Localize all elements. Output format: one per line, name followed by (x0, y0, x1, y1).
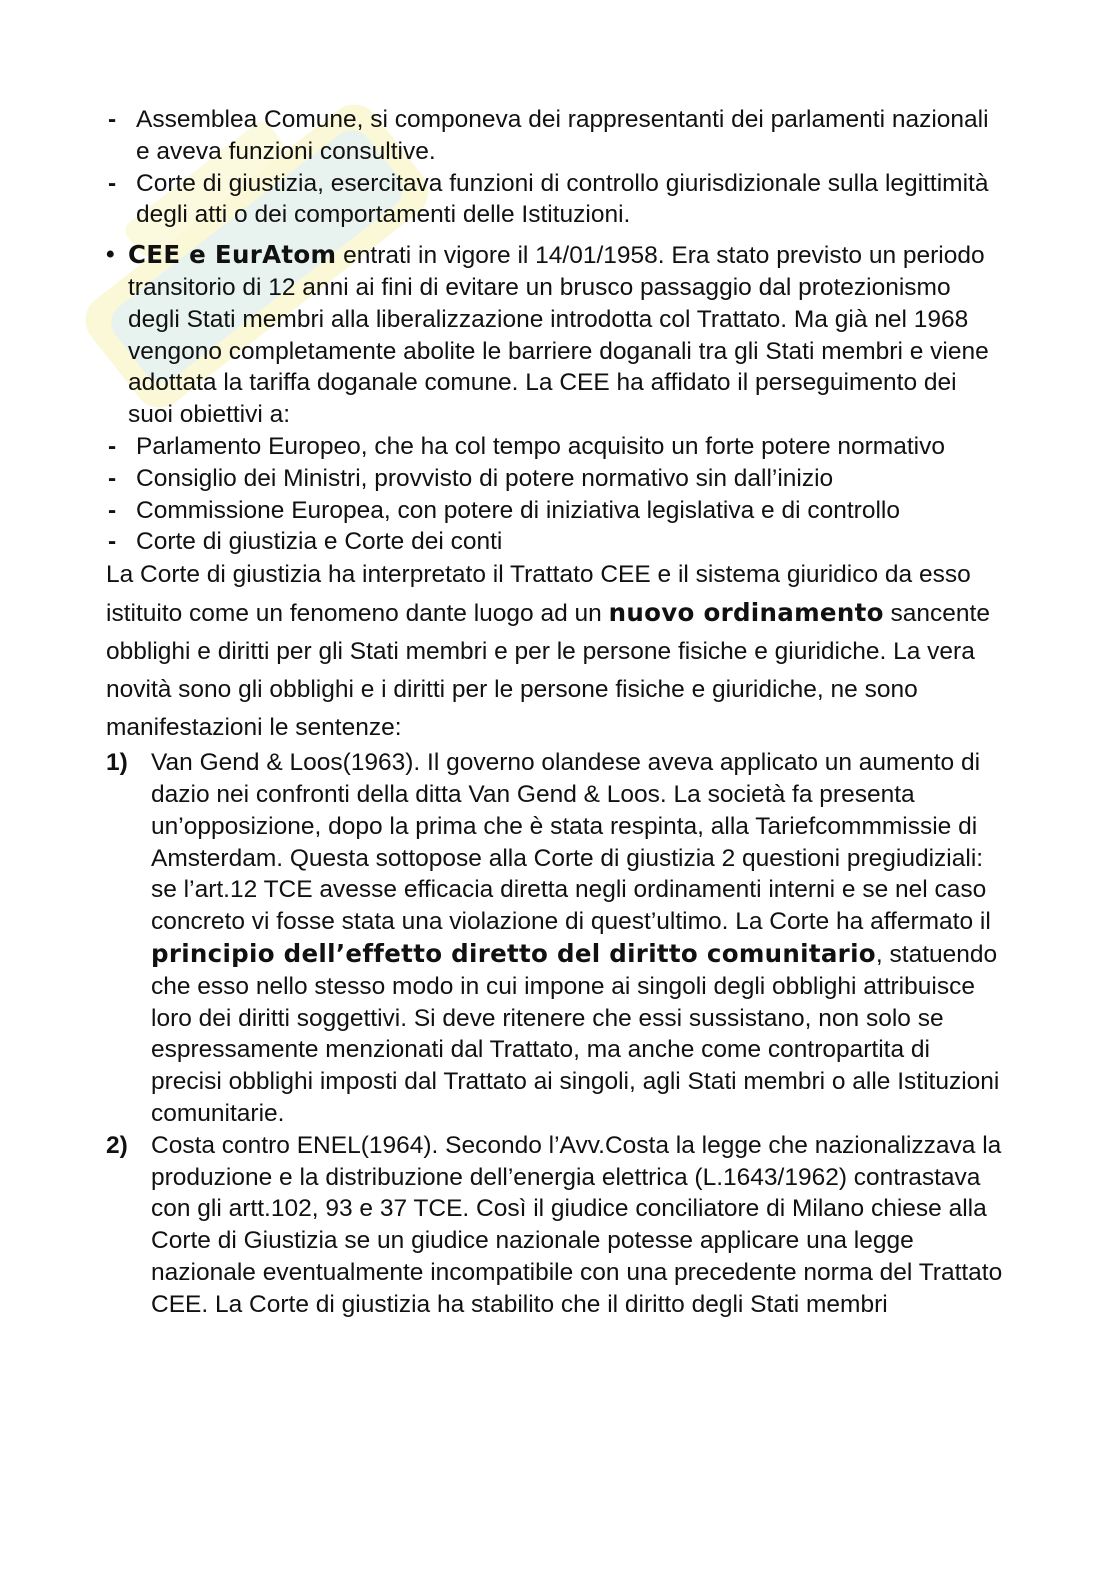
item-text: Costa contro ENEL(1964). Secondo l’Avv.Costa la legge che nazionalizzava la produzione e la distribuzione dell’energia elettrica (L.1643/1962) contrastava con gli artt.102, 93 e 37 TCE. Così il giudice conciliatore di Milano chiese alla Corte di Giustizia se un giudice nazionale potesse applicare una legge nazionale eventualmente incompatibile con una precedente norma del Trattato CEE. La Corte di giustizia ha stabilito che il diritto degli Stati membri (151, 1131, 1003, 1318)
bold-term: CEE e EurAtom (128, 240, 337, 270)
body-paragraph (106, 556, 1006, 747)
item-number: 2) (106, 1131, 128, 1159)
bold-term: principio dell’effetto diretto del diritto comunitario (151, 938, 876, 968)
list-item: - Parlamento Europeo, che ha col tempo acquisito un forte potere normativo (106, 431, 1006, 463)
item-text-after: , statuendo che esso nello stesso modo in cui impone ai singoli degli obblighi attribuisce loro dei diritti soggettivi. Si deve ritenere che essi sussistano, non solo se espressamente menzionati dal Trattato, ma anche come contropartita di precisi obblighi imposti dal Trattato ai singoli, agli Stati membri o alle Istituzioni comunitarie. (151, 940, 1000, 1127)
numbered-item (106, 1130, 1006, 1321)
list-item: - Commissione Europea, con potere di iniziativa legislativa e di controllo (106, 495, 1006, 527)
para-text-after: sancente obblighi e diritti per gli Stati membri e per le persone fisiche e giuridiche. La vera novità sono gli obblighi e i diritti per le persone fisiche e giuridiche, ne sono manifestazioni le sentenze: (106, 600, 990, 742)
numbered-item (106, 747, 1006, 1130)
list-item: - Consiglio dei Ministri, provvisto di potere normativo sin dall’inizio (106, 463, 1006, 495)
list-item: - Assemblea Comune, si componeva dei rappresentanti dei parlamenti nazionali e aveva funzioni consultive. (106, 104, 1006, 168)
bullet-paragraph (106, 239, 1006, 431)
item-text-before: Van Gend & Loos(1963). Il governo olandese aveva applicato un aumento di dazio nei confronti della ditta Van Gend & Loos. La società fa presenta un’opposizione, dopo la prima che è stata respinta, alla Tariefcommmissie di Amsterdam. Questa sottopose alla Corte di giustizia 2 questioni pregiudiziali: se l’art.12 TCE avesse efficacia diretta negli ordinamenti interni e se nel caso concreto vi fosse stata una violazione di quest’ultimo. La Corte ha affermato il (151, 749, 991, 936)
bold-term: nuovo ordinamento (608, 598, 884, 628)
bullet-icon: • (106, 241, 115, 269)
para-text-before: La Corte di giustizia ha interpretato il Trattato CEE e il sistema giuridico da esso istituito come un fenomeno dante luogo ad un (106, 561, 971, 628)
document-page (106, 104, 1006, 1321)
bullet-text: entrati in vigore il 14/01/1958. Era stato previsto un periodo transitorio di 12 anni ai fini di evitare un brusco passaggio dal protezionismo degli Stati membri alla liberalizzazione introdotta col Trattato. Ma già nel 1968 vengono completamente abolite le barriere doganali tra gli Stati membri e viene adottata la tariffa doganale comune. La CEE ha affidato il perseguimento dei suoi obiettivi a: (128, 242, 989, 429)
list-item: - Corte di giustizia e Corte dei conti (106, 526, 1006, 558)
list-item: - Corte di giustizia, esercitava funzioni di controllo giurisdizionale sulla legittimità degli atti o dei comportamenti delle Istituzioni. (106, 168, 1006, 232)
item-number: 1) (106, 749, 128, 777)
